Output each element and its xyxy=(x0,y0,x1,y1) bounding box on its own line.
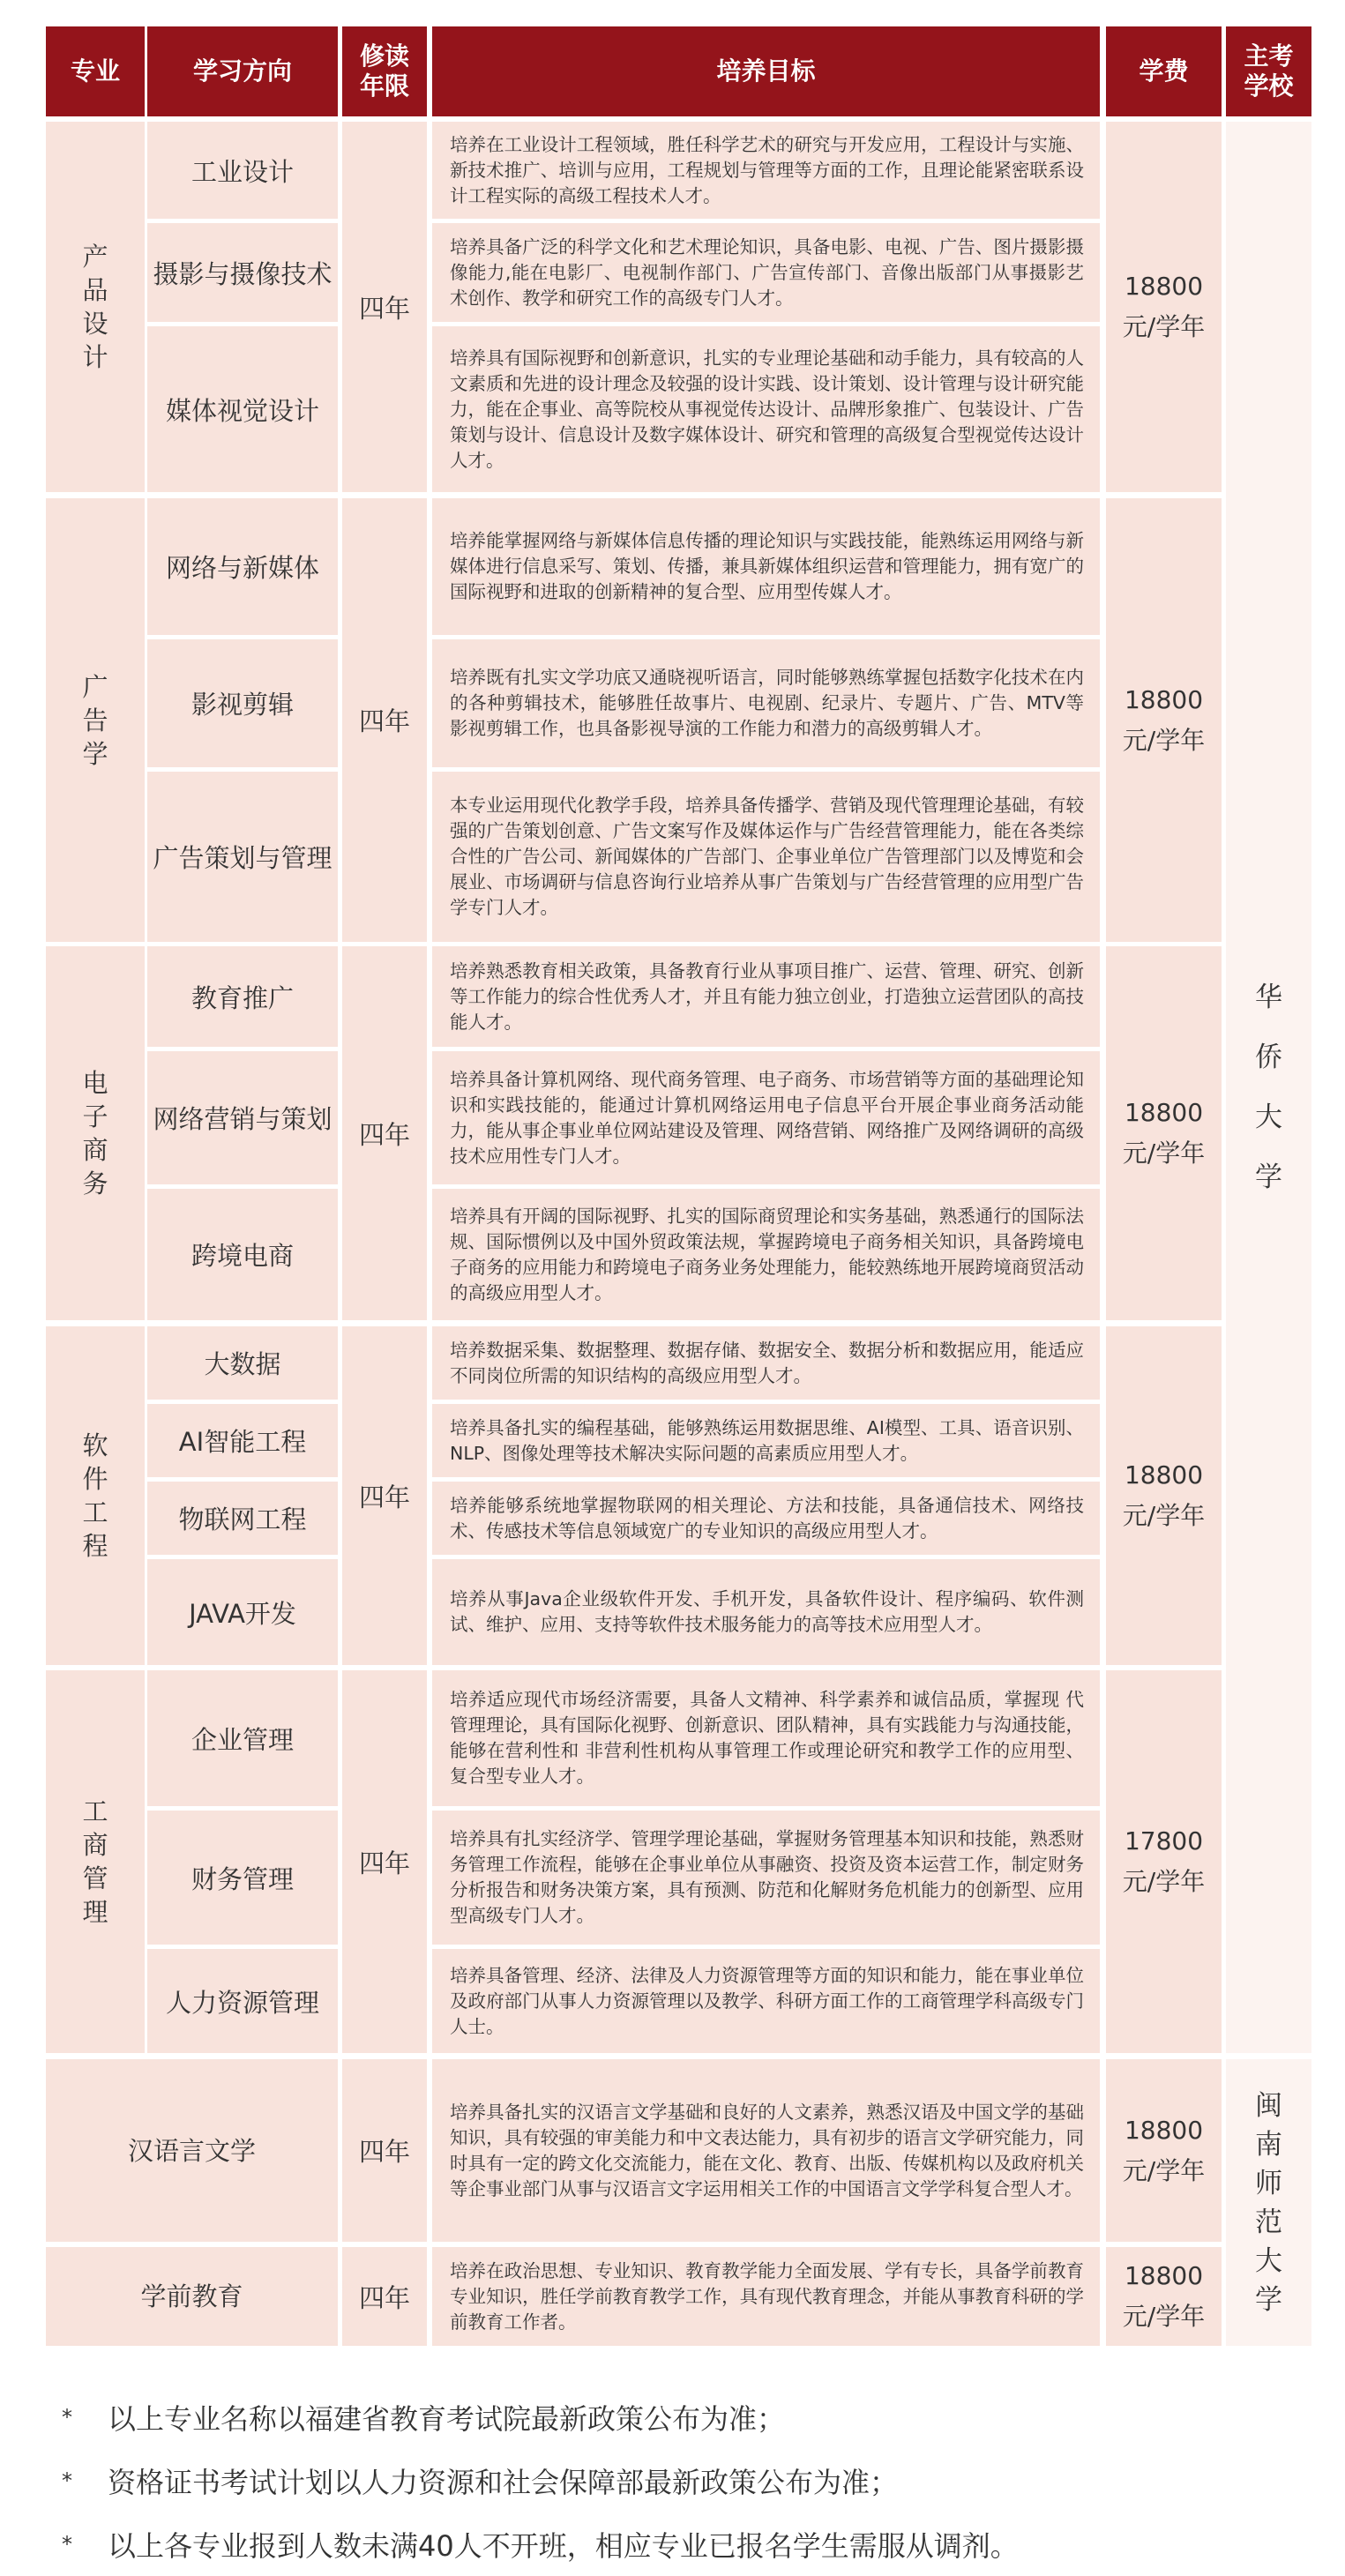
direction-name: 财务管理 xyxy=(191,1863,294,1894)
direction-cell xyxy=(147,639,338,767)
direction-cell xyxy=(147,1811,338,1945)
years-value: 四年 xyxy=(358,1482,410,1512)
goal-text: 培养能掌握网络与新媒体信息传播的理论知识与实践技能，能熟练运用网络与新媒体进行信息采写、策划、传播，兼具新媒体组织运营和管理能力，拥有宽广的国际视野和进取的创新精神的复合型、应用型传媒人才。 xyxy=(450,530,1084,602)
direction-cell xyxy=(147,326,338,492)
goal-cell xyxy=(432,946,1100,1047)
direction-cell xyxy=(147,498,338,635)
years-value: 四年 xyxy=(358,293,410,324)
goal-cell xyxy=(432,498,1100,635)
note-item xyxy=(62,2386,1296,2449)
major-cell xyxy=(46,2247,338,2346)
direction-cell xyxy=(147,1189,338,1320)
direction-name: 企业管理 xyxy=(191,1724,294,1755)
goal-text: 培养具有扎实经济学、管理学理论基础，掌握财务管理基本知识和技能，熟悉财务管理工作流程，能够在企事业单位从事融资、投资及资本运营工作，制定财务分析报告和财务决策方案，具有预测、防范和化解财务危机能力的创新型、应用型高级专门人才。 xyxy=(450,1828,1084,1926)
fee-cell xyxy=(1106,946,1222,1320)
direction-name: 媒体视觉设计 xyxy=(165,395,319,426)
goal-cell xyxy=(432,1559,1100,1665)
years-cell xyxy=(342,946,427,1320)
note-item xyxy=(62,2513,1296,2576)
goal-cell xyxy=(432,1811,1100,1945)
direction-name: 大数据 xyxy=(204,1349,281,1379)
fee-value: 18800元/学年 xyxy=(1122,2115,1206,2185)
direction-name: 工业设计 xyxy=(191,156,294,187)
years-value: 四年 xyxy=(358,1848,410,1878)
goal-cell xyxy=(432,1404,1100,1477)
goal-text: 培养熟悉教育相关政策，具备教育行业从事项目推广、运营、管理、研究、创新等工作能力的综合性优秀人才，并且有能力独立创业，打造独立运营团队的高技能人才。 xyxy=(450,959,1084,1033)
goal-cell xyxy=(432,772,1100,942)
major-name: 电子商务 xyxy=(82,1068,108,1198)
years-cell xyxy=(342,1670,427,2053)
fee-value: 18800元/学年 xyxy=(1122,1098,1206,1168)
fee-cell xyxy=(1106,1326,1222,1665)
goal-cell xyxy=(432,326,1100,492)
direction-name: 影视剪辑 xyxy=(191,690,294,720)
header-school-label: 主考学校 xyxy=(1244,41,1294,101)
goal-text: 培养具有国际视野和创新意识，扎实的专业理论基础和动手能力，具有较高的人文素质和先进的设计理念及较强的设计实践、设计策划、设计管理与设计研究能力，能在企事业、高等院校从事视觉传达设计、品牌形象推广、包装设计、广告策划与设计、信息设计及数字媒体设计、研究和管理的高级复合型视觉传达设计人才。 xyxy=(450,347,1084,471)
major-name: 广告学 xyxy=(82,671,108,769)
major-name: 工商管理 xyxy=(82,1796,108,1927)
note-text: 资格证书考试计划以人力资源和社会保障部最新政策公布为准； xyxy=(108,2466,899,2499)
goal-text: 培养具备扎实的汉语言文学基础和良好的人文素养，熟悉汉语及中国文学的基础知识，具有较强的审美能力和中文表达能力，具有初步的语言文学研究能力，同时具有一定的跨文化交流能力，能在文化、教育、出版、传媒机构以及政府机关等企事业部门从事与汉语言文字运用相关工作的中国语言文学学科复合型人才。 xyxy=(450,2101,1084,2199)
school-cell xyxy=(1226,122,1311,2053)
goal-cell xyxy=(432,1326,1100,1400)
years-value: 四年 xyxy=(358,2282,410,2313)
direction-cell xyxy=(147,772,338,942)
goal-cell xyxy=(432,1051,1100,1184)
goal-text: 本专业运用现代化教学手段，培养具备传播学、营销及现代管理理论基础，有较强的广告策划创意、广告文案写作及媒体运作与广告经营管理能力，能在各类综合性的广告公司、新闻媒体的广告部门、企事业单位广告管理部门以及博览和会展业、市场调研与信息咨询行业培养从事广告策划与广告经营管理的应用型广告学专门人才。 xyxy=(450,795,1084,918)
goal-text: 培养适应现代市场经济需要，具备人文精神、科学素养和诚信品质，掌握现 代管理理论，具有国际化视野、创新意识、团队精神，具有实践能力与沟通技能，能够在营利性和 非营利性机构从事管理工作或理论研究和教学工作的应用型、复合型专业人才。 xyxy=(450,1689,1084,1787)
years-value: 四年 xyxy=(358,2137,410,2167)
header-direction xyxy=(147,26,338,116)
asterisk-icon: * xyxy=(62,2405,72,2430)
direction-name: 网络与新媒体 xyxy=(165,553,319,583)
years-value: 四年 xyxy=(358,706,410,736)
direction-cell xyxy=(147,1404,338,1477)
major-cell xyxy=(46,122,145,492)
school-cell xyxy=(1226,2059,1311,2346)
header-fee xyxy=(1106,26,1222,116)
goal-cell xyxy=(432,122,1100,219)
major-cell xyxy=(46,2059,338,2242)
goal-text: 培养数据采集、数据整理、数据存储、数据安全、数据分析和数据应用，能适应不同岗位所需的知识结构的高级应用型人才。 xyxy=(450,1339,1084,1386)
direction-name: 广告策划与管理 xyxy=(153,843,333,873)
goal-cell xyxy=(432,2059,1100,2242)
years-value: 四年 xyxy=(358,1119,410,1150)
major-name: 汉语言文学 xyxy=(127,2135,256,2166)
goal-text: 培养具备扎实的编程基础，能够熟练运用数据思维、AI模型、工具、语音识别、NLP、图像处理等技术解决实际问题的高素质应用型人才。 xyxy=(450,1416,1084,1464)
note-text: 以上专业名称以福建省教育考试院最新政策公布为准； xyxy=(108,2402,786,2436)
goal-cell xyxy=(432,1670,1100,1806)
major-name: 产品设计 xyxy=(82,242,108,372)
direction-name: JAVA开发 xyxy=(189,1598,296,1629)
header-goal xyxy=(432,26,1100,116)
header-years-label: 修读年限 xyxy=(359,41,409,101)
goal-text: 培养具备广泛的科学文化和艺术理论知识，具备电影、电视、广告、图片摄影摄像能力,能在电影厂、电视制作部门、广告宣传部门、音像出版部门从事摄影艺术创作、教学和研究工作的高级专门人才。 xyxy=(450,235,1084,309)
school-name: 华侨大学 xyxy=(1255,982,1282,1193)
goal-cell xyxy=(432,2247,1100,2346)
goal-text: 培养能够系统地掌握物联网的相关理论、方法和技能，具备通信技术、网络技术、传感技术等信息领域宽广的专业知识的高级应用型人才。 xyxy=(450,1494,1084,1542)
goal-text: 培养从事Java企业级软件开发、手机开发，具备软件设计、程序编码、软件测试、维护、应用、支持等软件技术服务能力的高等技术应用型人才。 xyxy=(450,1588,1084,1635)
header-years xyxy=(342,26,427,116)
header-direction-label: 学习方向 xyxy=(192,56,292,86)
direction-cell xyxy=(147,1482,338,1555)
direction-cell xyxy=(147,1559,338,1665)
years-cell xyxy=(342,1326,427,1665)
asterisk-icon: * xyxy=(62,2468,72,2493)
major-cell xyxy=(46,1670,145,2053)
fee-value: 18800元/学年 xyxy=(1122,272,1206,341)
fee-value: 18800元/学年 xyxy=(1122,2261,1206,2331)
goal-text: 培养具备管理、经济、法律及人力资源管理等方面的知识和能力，能在事业单位及政府部门从事人力资源管理以及教学、科研方面工作的工商管理学科高级专门人士。 xyxy=(450,1964,1084,2037)
years-cell xyxy=(342,2247,427,2346)
direction-name: 人力资源管理 xyxy=(165,1987,319,2018)
years-cell xyxy=(342,2059,427,2242)
school-name: 闽南师范大学 xyxy=(1255,2089,1282,2316)
fee-value: 18800元/学年 xyxy=(1122,684,1206,755)
fee-value: 18800元/学年 xyxy=(1122,1460,1206,1530)
goal-text: 培养在工业设计工程领域，胜任科学艺术的研究与开发应用，工程设计与实施、新技术推广、培训与应用，工程规划与管理等方面的工作，且理论能紧密联系设计工程实际的高级工程技术人才。 xyxy=(450,133,1084,206)
direction-name: 跨境电商 xyxy=(191,1241,294,1271)
direction-name: 摄影与摄像技术 xyxy=(153,258,333,289)
major-cell xyxy=(46,946,145,1320)
note-item xyxy=(62,2449,1296,2513)
direction-cell xyxy=(147,1051,338,1184)
fee-cell xyxy=(1106,1670,1222,2053)
major-cell xyxy=(46,1326,145,1665)
goal-text: 培养在政治思想、专业知识、教育教学能力全面发展、学有专长，具备学前教育专业知识，胜任学前教育教学工作，具有现代教育理念，并能从事教育科研的学前教育工作者。 xyxy=(450,2259,1084,2333)
major-name: 学前教育 xyxy=(140,2281,243,2311)
fee-cell xyxy=(1106,498,1222,942)
years-cell xyxy=(342,498,427,942)
header-school xyxy=(1226,26,1311,116)
goal-cell xyxy=(432,1949,1100,2053)
direction-cell xyxy=(147,223,338,322)
direction-name: 物联网工程 xyxy=(178,1505,307,1534)
goal-cell xyxy=(432,1189,1100,1320)
header-goal-label: 培养目标 xyxy=(716,56,816,86)
major-cell xyxy=(46,498,145,942)
goal-text: 培养具备计算机网络、现代商务管理、电子商务、市场营销等方面的基础理论知识和实践技能的，能通过计算机网络运用电子信息平台开展企事业商务活动能力，能从事企事业单位网站建设及管理、网络营销、网络推广及网络调研的高级技术应用性专门人才。 xyxy=(450,1068,1084,1167)
header-major xyxy=(46,26,145,116)
fee-cell xyxy=(1106,2059,1222,2242)
goal-text: 培养既有扎实文学功底又通晓视听语言，同时能够熟练掌握包括数字化技术在内的各种剪辑技术，能够胜任故事片、电视剧、纪录片、专题片、广告、MTV等影视剪辑工作，也具备影视导演的工作能力和潜力的高级剪辑人才。 xyxy=(450,667,1084,739)
goal-cell xyxy=(432,639,1100,767)
goal-cell xyxy=(432,1482,1100,1555)
direction-name: 网络营销与策划 xyxy=(153,1104,333,1134)
fee-cell xyxy=(1106,122,1222,492)
direction-cell xyxy=(147,1670,338,1806)
direction-cell xyxy=(147,1326,338,1400)
goal-cell xyxy=(432,223,1100,322)
fee-value: 17800元/学年 xyxy=(1122,1826,1206,1896)
asterisk-icon: * xyxy=(62,2532,72,2557)
direction-name: 教育推广 xyxy=(191,982,294,1013)
note-text: 以上各专业报到人数未满40人不开班，相应专业已报名学生需服从调剂。 xyxy=(108,2529,1019,2563)
goal-text: 培养具有开阔的国际视野、扎实的国际商贸理论和实务基础，熟悉通行的国际法规、国际惯例以及中国外贸政策法规，掌握跨境电子商务相关知识，具备跨境电子商务的应用能力和跨境电子商务业务处理能力，能较熟练地开展跨境商贸活动的高级应用型人才。 xyxy=(450,1205,1084,1303)
direction-cell xyxy=(147,946,338,1047)
direction-cell xyxy=(147,122,338,219)
direction-cell xyxy=(147,1949,338,2053)
header-fee-label: 学费 xyxy=(1139,56,1189,86)
years-cell xyxy=(342,122,427,492)
fee-cell xyxy=(1106,2247,1222,2346)
major-name: 软件工程 xyxy=(82,1430,108,1561)
notes-list xyxy=(62,2386,1296,2576)
header-major-label: 专业 xyxy=(70,56,120,86)
direction-name: AI智能工程 xyxy=(178,1427,307,1457)
